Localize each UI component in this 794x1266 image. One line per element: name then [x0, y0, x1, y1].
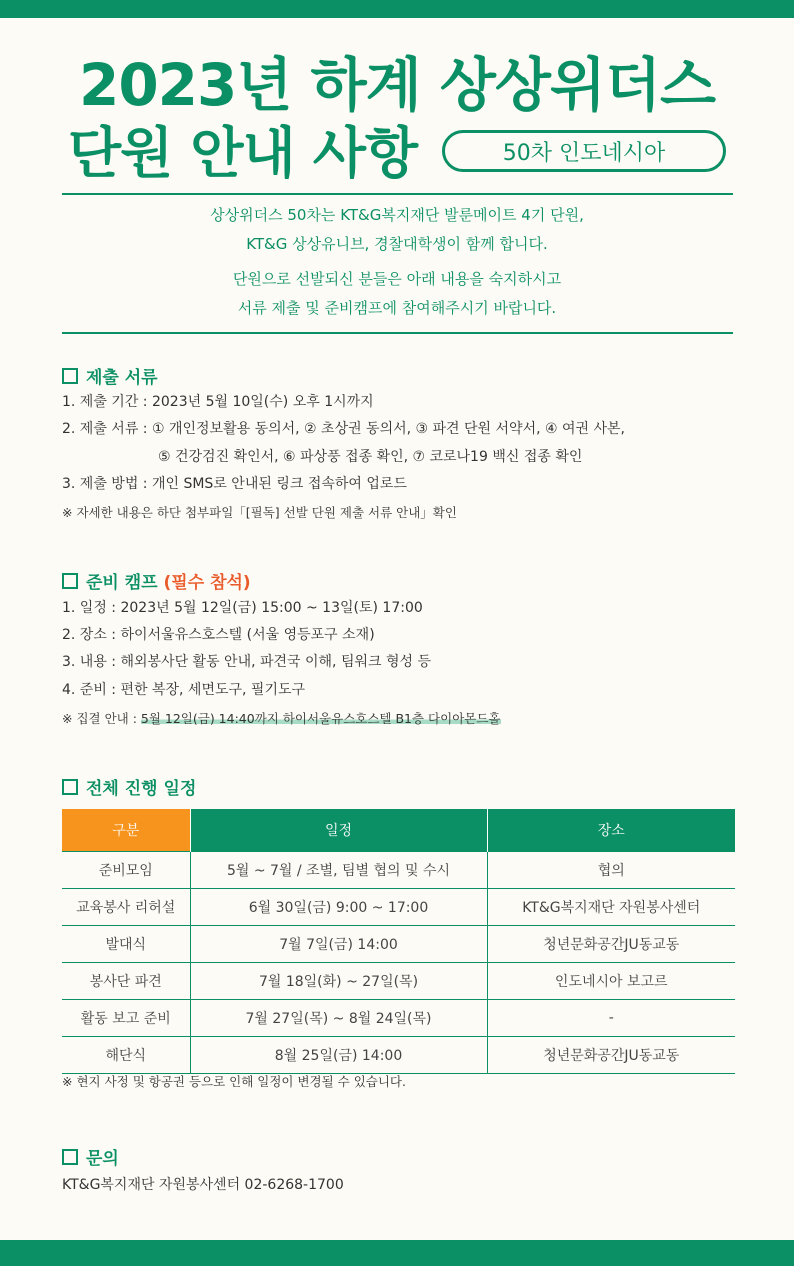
documents-item-2: 2. 제출 서류 : ① 개인정보활용 동의서, ② 초상권 동의서, ③ 파견 단원 서약서, ④ 여권 사본,: [62, 421, 625, 437]
section-title: 전체 진행 일정: [86, 779, 197, 799]
camp-note-prefix: ※ 집결 안내 :: [62, 711, 141, 726]
camp-item-4: 4. 준비 : 편한 복장, 세면도구, 필기도구: [62, 682, 306, 698]
camp-item-3: 3. 내용 : 해외봉사단 활동 안내, 파견국 이해, 팀워크 형성 등: [62, 654, 432, 670]
table-cell: KT&G복지재단 자원봉사센터: [487, 889, 735, 926]
documents-item-2-cont: ⑤ 건강검진 확인서, ⑥ 파상풍 접종 확인, ⑦ 코로나19 백신 접종 확인: [158, 449, 583, 465]
checkbox-square-icon: [62, 1149, 78, 1165]
table-row: [62, 926, 735, 963]
documents-note: ※ 자세한 내용은 하단 첨부파일「[필독] 선발 단원 제출 서류 안내」확인: [62, 505, 457, 520]
table-row: [62, 889, 735, 926]
intro-line: KT&G 상상유니브, 경찰대학생이 함께 합니다.: [246, 235, 548, 253]
table-cell: 6월 30일(금) 9:00 ~ 17:00: [190, 889, 487, 926]
contact-info: KT&G복지재단 자원봉사센터 02-6268-1700: [62, 1177, 344, 1193]
table-cell: -: [487, 1000, 735, 1037]
table-cell: 청년문화공간JU동교동: [487, 926, 735, 963]
table-cell: 준비모임: [62, 852, 190, 889]
divider-top: [62, 193, 733, 195]
team-badge-label: 50차 인도네시아: [502, 140, 666, 166]
table-cell: 청년문화공간JU동교동: [487, 1037, 735, 1074]
table-cell: 협의: [487, 852, 735, 889]
table-row: [62, 1037, 735, 1074]
documents-item-3: 3. 제출 방법 : 개인 SMS로 안내된 링크 접속하여 업로드: [62, 476, 407, 492]
table-cell: 인도네시아 보고르: [487, 963, 735, 1000]
intro-line: 상상위더스 50차는 KT&G복지재단 발룬메이트 4기 단원,: [210, 206, 584, 224]
team-badge: [442, 130, 726, 172]
checkbox-square-icon: [62, 779, 78, 795]
table-cell: 7월 18일(화) ~ 27일(목): [190, 963, 487, 1000]
table-row: [62, 852, 735, 889]
table-cell: 발대식: [62, 926, 190, 963]
bottom-bar: [0, 1240, 794, 1266]
table-cell: 5월 ~ 7월 / 조별, 팀별 협의 및 수시: [190, 852, 487, 889]
main-title-line1: 2023년 하계 상상위더스: [78, 51, 716, 119]
column-header: 구분: [62, 809, 190, 852]
top-bar: [0, 0, 794, 18]
camp-item-2: 2. 장소 : 하이서울유스호스텔 (서울 영등포구 소재): [62, 627, 375, 643]
section-title: 준비 캠프: [86, 573, 158, 593]
table-row: [62, 1000, 735, 1037]
required-attendance-label: (필수 참석): [163, 573, 251, 593]
intro-line: 단원으로 선발되신 분들은 아래 내용을 숙지하시고: [232, 270, 562, 288]
section-title: 제출 서류: [86, 368, 158, 388]
section-contact-heading: [62, 1144, 119, 1169]
section-documents-heading: [62, 363, 158, 388]
divider-bottom: [62, 332, 733, 334]
schedule-table: [62, 809, 735, 1074]
section-title: 문의: [86, 1149, 119, 1169]
table-cell: 7월 7일(금) 14:00: [190, 926, 487, 963]
column-header: 장소: [487, 809, 735, 852]
intro-paragraph-1: [0, 201, 794, 259]
main-title-line2: 단원 안내 사항: [68, 121, 418, 185]
schedule-note: ※ 현지 사정 및 항공권 등으로 인해 일정이 변경될 수 있습니다.: [62, 1074, 406, 1089]
camp-gathering-note: [62, 709, 501, 727]
table-cell: 해단식: [62, 1037, 190, 1074]
intro-line: 서류 제출 및 준비캠프에 참여해주시기 바랍니다.: [237, 299, 557, 317]
section-schedule-heading: [62, 774, 196, 799]
camp-note-highlight: 5월 12일(금) 14:40까지 하이서울유스호스텔 B1층 다이아몬드홀: [140, 711, 501, 726]
checkbox-square-icon: [62, 573, 78, 589]
table-header-row: [62, 809, 735, 852]
table-cell: 교육봉사 리허설: [62, 889, 190, 926]
intro-paragraph-2: [0, 265, 794, 323]
section-camp-heading: [62, 568, 251, 593]
table-cell: 활동 보고 준비: [62, 1000, 190, 1037]
documents-item-1: 1. 제출 기간 : 2023년 5월 10일(수) 오후 1시까지: [62, 394, 374, 410]
table-row: [62, 963, 735, 1000]
checkbox-square-icon: [62, 368, 78, 384]
table-cell: 7월 27일(목) ~ 8월 24일(목): [190, 1000, 487, 1037]
camp-item-1: 1. 일정 : 2023년 5월 12일(금) 15:00 ~ 13일(토) 17:00: [62, 600, 423, 616]
table-cell: 봉사단 파견: [62, 963, 190, 1000]
column-header: 일정: [190, 809, 487, 852]
table-cell: 8월 25일(금) 14:00: [190, 1037, 487, 1074]
